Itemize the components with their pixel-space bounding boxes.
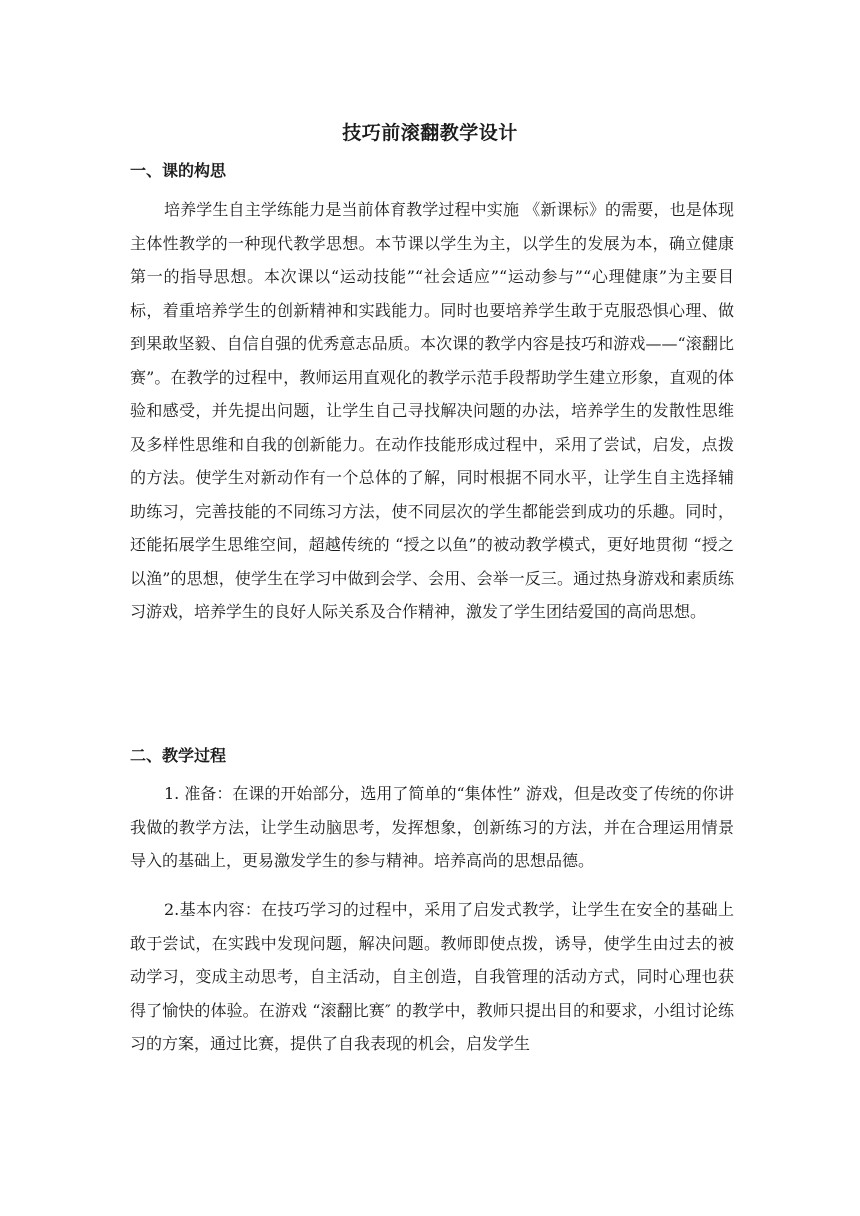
document-title: 技巧前滚翻教学设计 [342,122,518,144]
section-heading-process: 二、教学过程 [130,746,227,765]
paragraph-basic-content: 2.基本内容：在技巧学习的过程中，采用了启发式教学，让学生在安全的基础上敢于尝试，在实践中发现问题，解决问题。教师即使点拨，诱导，使学生由过去的被动学习，变成主动思考，自主活动，自主创造，自我管理的活动方式，同时心理也获得了愉快的体验。在游戏 “滚翻比赛″ 的教学中，教师只提出目的和要求，小组讨论练习的方案，通过比赛，提供了自我表现的机会，启发学生 [130,900,734,1053]
paragraph-concept: 培养学生自主学练能力是当前体育教学过程中实施 《新课标》的需要，也是体现主体性教学的一种现代教学思想。本节课以学生为主，以学生的发展为本，确立健康第一的指导思想。本次课以“运动技能”“社会适应”“运动参与”“心理健康”为主要目标，着重培养学生的创新精神和实践能力。同时也要培养学生敢于克服恐惧心理、做到果敢坚毅、自信自强的优秀意志品质。本次课的教学内容是技巧和游戏——“滚翻比赛”。在教学的过程中，教师运用直观化的教学示范手段帮助学生建立形象，直观的体验和感受，并先提出问题，让学生自己寻找解决问题的办法，培养学生的发散性思维及多样性思维和自我的创新能力。在动作技能形成过程中，采用了尝试，启发，点拨的方法。使学生对新动作有一个总体的了解，同时根据不同水平，让学生自主选择辅助练习，完善技能的不同练习方法，使不同层次的学生都能尝到成功的乐趣。同时，还能拓展学生思维空间，超越传统的 “授之以鱼”的被动教学模式，更好地贯彻 “授之以渔”的思想，使学生在学习中做到会学、会用、会举一反三。通过热身游戏和素质练习游戏，培养学生的良好人际关系及合作精神，激发了学生团结爱国的高尚思想。 [130,200,734,621]
section-heading-concept: 一、课的构思 [130,161,227,180]
paragraph-preparation: 1. 准备：在课的开始部分，选用了简单的“集体性” 游戏，但是改变了传统的你讲我做的教学方法，让学生动脑思考，发挥想象，创新练习的方法，并在合理运用情景导入的基础上，更易激发学生的参与精神。培养高尚的思想品德。 [130,784,734,870]
